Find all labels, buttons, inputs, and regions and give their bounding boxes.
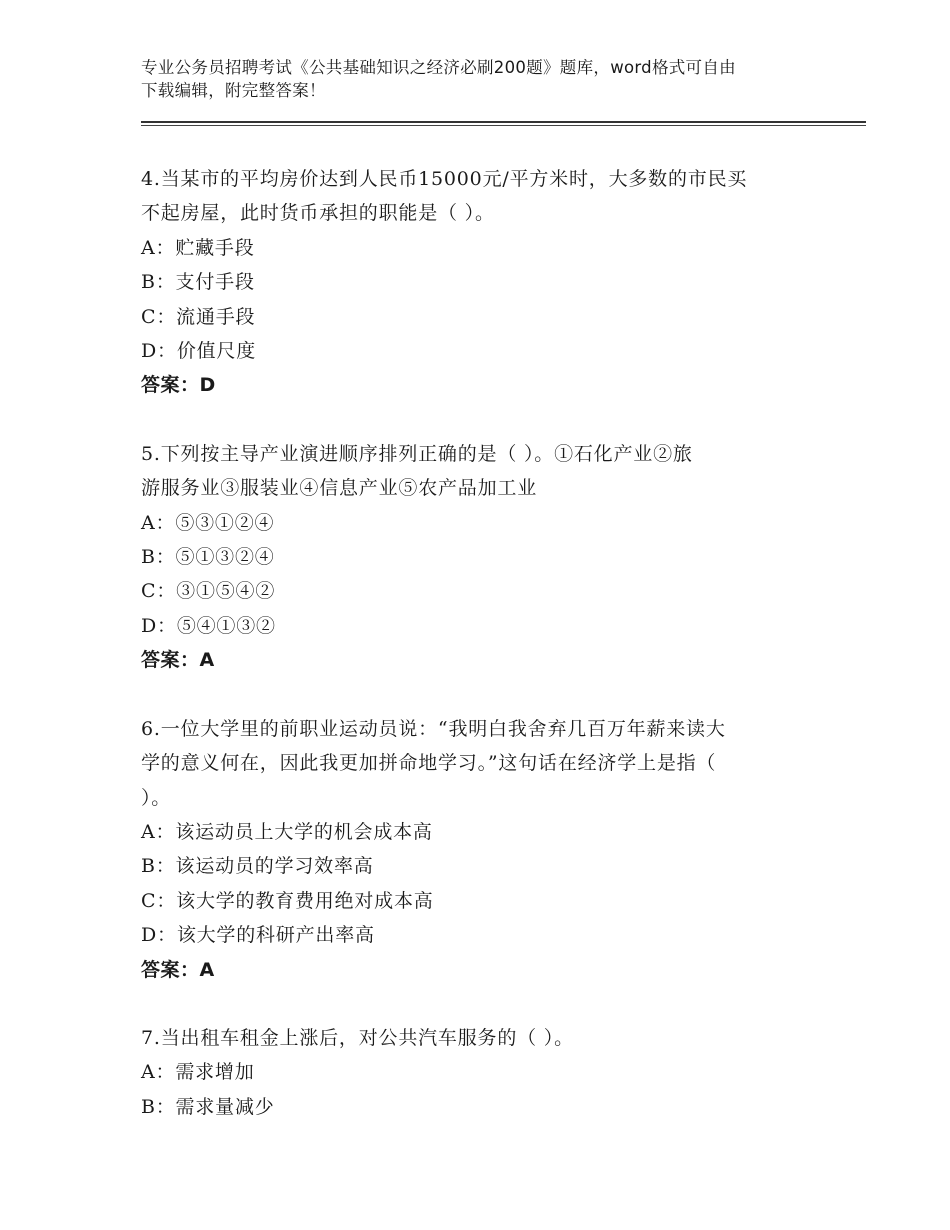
option-b: B：需求量减少 [141, 1095, 275, 1118]
answer-line: 答案：A [141, 649, 215, 672]
answer-line: 答案：A [141, 958, 215, 981]
answer-line: 答案：D [141, 374, 216, 397]
question-stem-line: 7.当出租车租金上涨后，对公共汽车服务的（ ）。 [141, 1026, 574, 1049]
option-a: A：该运动员上大学的机会成本高 [141, 820, 433, 843]
question-stem-line: 学的意义何在，因此我更加拼命地学习。”这句话在经济学上是指（ [141, 752, 717, 775]
header-line: 专业公务员招聘考试《公共基础知识之经济必刷200题》题库，word格式可自由 [141, 58, 736, 77]
option-c: C：流通手段 [141, 305, 256, 328]
header-line: 下载编辑，附完整答案！ [141, 81, 326, 100]
question-list [141, 162, 831, 1158]
option-b: B：该运动员的学习效率高 [141, 855, 374, 878]
question-stem-line: 不起房屋，此时货币承担的职能是（ ）。 [141, 202, 495, 225]
question-item [141, 712, 831, 987]
question-item [141, 162, 831, 403]
option-d: D：该大学的科研产出率高 [141, 924, 375, 947]
header-divider [141, 121, 866, 123]
option-d: D：价值尺度 [141, 340, 257, 363]
option-d: D：⑤④①③② [141, 614, 276, 637]
document-header [141, 56, 821, 102]
question-item [141, 1021, 831, 1124]
question-stem-line: 游服务业③服装业④信息产业⑤农产品加工业 [141, 477, 538, 500]
question-stem-line: 5.下列按主导产业演进顺序排列正确的是（ ）。①石化产业②旅 [141, 442, 693, 465]
option-b: B：支付手段 [141, 271, 255, 294]
question-stem-line: 6.一位大学里的前职业运动员说：“我明白我舍弃几百万年薪来读大 [141, 717, 726, 740]
question-stem-line: ）。 [141, 786, 172, 809]
option-c: C：③①⑤④② [141, 580, 276, 603]
question-item [141, 437, 831, 678]
option-a: A：⑤③①②④ [141, 511, 275, 534]
option-c: C：该大学的教育费用绝对成本高 [141, 889, 434, 912]
option-b: B：⑤①③②④ [141, 546, 275, 569]
header-divider-thin [141, 125, 866, 126]
question-stem-line: 4.当某市的平均房价达到人民币15000元/平方米时，大多数的市民买 [141, 168, 748, 190]
option-a: A：贮藏手段 [141, 236, 255, 259]
option-a: A：需求增加 [141, 1061, 255, 1084]
